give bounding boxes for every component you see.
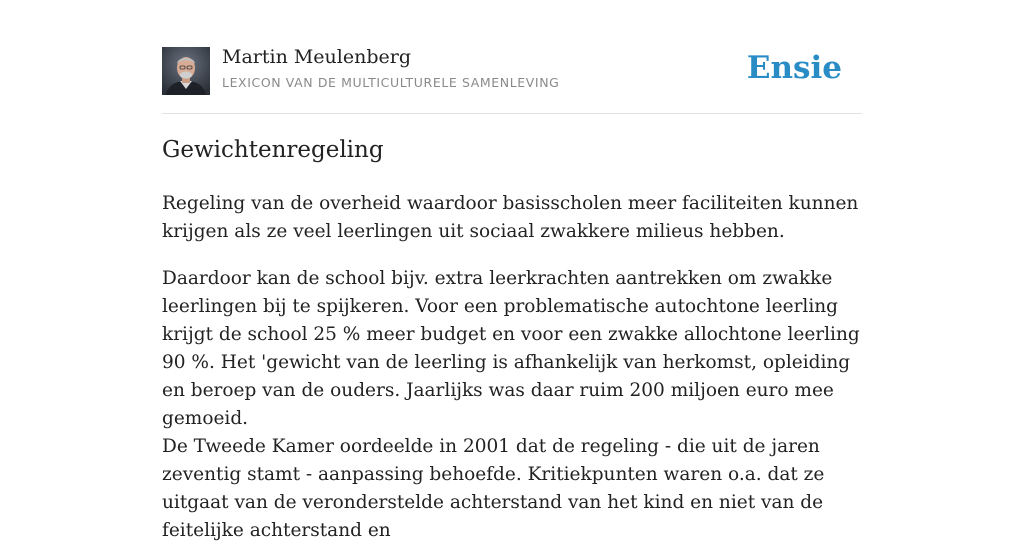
article-header <box>162 0 862 114</box>
article-paragraph-1: Daardoor kan de school bijv. extra leerkrachten aantrekken om zwakke leerlingen bij te spijkeren. Voor een problematische autochtone leerling krijgt de school 25 % meer budget en voor een zwakke allochtone leerling 90 %. Het 'gewicht van de leerling is afhankelijk van herkomst, opleiding en beroep van de ouders. Jaarlijks was daar ruim 200 miljoen euro mee gemoeid. <box>162 268 860 429</box>
author-name[interactable]: Martin Meulenberg <box>222 46 411 68</box>
person-icon <box>162 47 210 95</box>
article-paragraph-2: De Tweede Kamer oordeelde in 2001 dat de regeling - die uit de jaren zeventig stamt - aanpassing behoefde. Kritiekpunten waren o.a. dat ze uitgaat van de veronderstelde achterstand van het kind en niet van de feitelijke achterstand en <box>162 436 825 541</box>
article-summary: Regeling van de overheid waardoor basisscholen meer faciliteiten kunnen krijgen als ze veel leerlingen uit sociaal zwakkere milieus hebben. <box>162 193 859 242</box>
article-title: Gewichtenregeling <box>162 137 384 163</box>
article-container <box>162 0 862 541</box>
source-label[interactable]: LEXICON VAN DE MULTICULTURELE SAMENLEVING <box>222 75 560 90</box>
brand-logo[interactable]: Ensie <box>746 50 842 86</box>
author-avatar[interactable] <box>162 47 210 95</box>
